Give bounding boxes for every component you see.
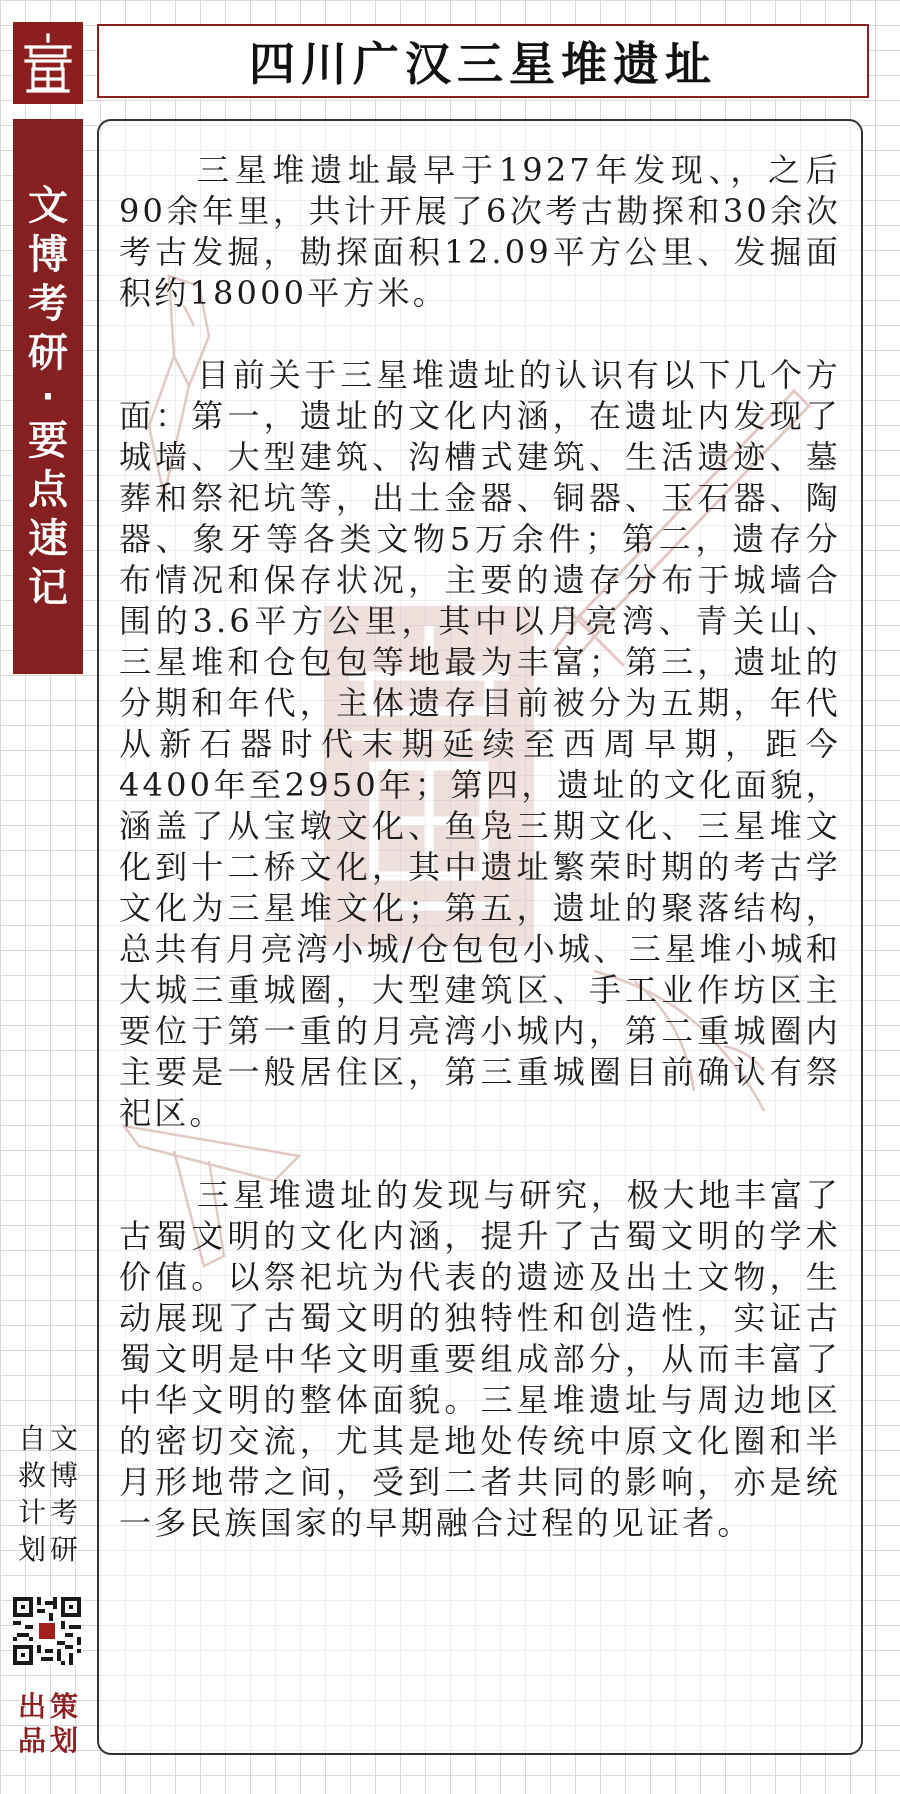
plan-char: 品 xyxy=(17,1724,46,1757)
credit-block xyxy=(13,1420,83,1568)
banner-char: 记 xyxy=(28,564,68,611)
banner-char: 文 xyxy=(28,182,68,229)
credit-char: 划 xyxy=(17,1533,46,1566)
qr-code-icon[interactable] xyxy=(13,1597,81,1665)
credit-char: 计 xyxy=(17,1496,46,1529)
credit-column-left xyxy=(18,1420,46,1568)
plan-char: 划 xyxy=(50,1724,79,1757)
plan-char: 出 xyxy=(17,1690,46,1723)
paragraph-significance: 三星堆遗址的发现与研究，极大地丰富了古蜀文明的文化内涵，提升了古蜀文明的学术价值。以祭祀坑为代表的遗迹及出土文物，生动展现了古蜀文明的独特性和创造性，实证古蜀文明是中华文明重要组成部分，从而丰富了中华文明的整体面貌。三星堆遗址与周边地区的密切交流，尤其是地处传统中原文化圈和半月形地带之间，受到二者共同的影响，亦是统一多民族国家的早期融合过程的见证者。 xyxy=(119,1176,841,1542)
credit-char: 研 xyxy=(50,1533,79,1566)
credit-char: 博 xyxy=(50,1459,79,1492)
plan-column-right xyxy=(50,1690,78,1758)
plan-column-left xyxy=(18,1690,46,1758)
page-title: 四川广汉三星堆遗址 xyxy=(249,37,717,91)
credit-char: 自 xyxy=(17,1422,46,1455)
credit-char: 考 xyxy=(50,1496,79,1529)
title-box xyxy=(97,24,869,98)
content-box xyxy=(97,119,863,1755)
plan-char: 策 xyxy=(50,1690,79,1723)
paragraph-discovery: 三星堆遗址最早于1927年发现、，之后90余年里，共计开展了6次考古勘探和30余次考古发掘，勘探面积12.09平方公里、发掘面积约18000平方米。 xyxy=(119,151,841,312)
logo xyxy=(13,22,83,104)
banner-char: 点 xyxy=(28,466,68,513)
banner-char: 研 xyxy=(28,329,68,376)
credit-column-right xyxy=(50,1420,78,1568)
banner-dot: · xyxy=(41,376,55,417)
side-banner xyxy=(13,119,83,674)
banner-char: 速 xyxy=(28,515,68,562)
credit-char: 文 xyxy=(50,1422,79,1455)
banner-char: 要 xyxy=(28,417,68,464)
plan-block xyxy=(13,1690,83,1758)
paragraph-understanding: 目前关于三星堆遗址的认识有以下几个方面：第一，遗址的文化内涵，在遗址内发现了城墙、大型建筑、沟槽式建筑、生活遗迹、墓葬和祭祀坑等，出土金器、铜器、玉石器、陶器、象牙等各类文物5万余件；第二，遗存分布情况和保存状况，主要的遗存分布于城墙合围的3.6平方公里，其中以月亮湾、青关山、三星堆和仓包包等地最为丰富；第三，遗址的分期和年代，主体遗存目前被分为五期，年代从新石器时代末期延续至西周早期，距今4400年至2950年；第四，遗址的文化面貌，涵盖了从宝墩文化、鱼凫三期文化、三星堆文化到十二桥文化，其中遗址繁荣时期的考古学文化为三星堆文化；第五，遗址的聚落结构，总共有月亮湾小城/仓包包小城、三星堆小城和大城三重城圈，大型建筑区、手工业作坊区主要位于第一重的月亮湾小城内，第二重城圈内主要是一般居住区，第三重城圈目前确认有祭祀区。 xyxy=(119,356,841,1132)
logo-glyph-icon xyxy=(22,32,74,94)
banner-char: 博 xyxy=(28,231,68,278)
credit-char: 救 xyxy=(17,1459,46,1492)
banner-char: 考 xyxy=(28,280,68,327)
